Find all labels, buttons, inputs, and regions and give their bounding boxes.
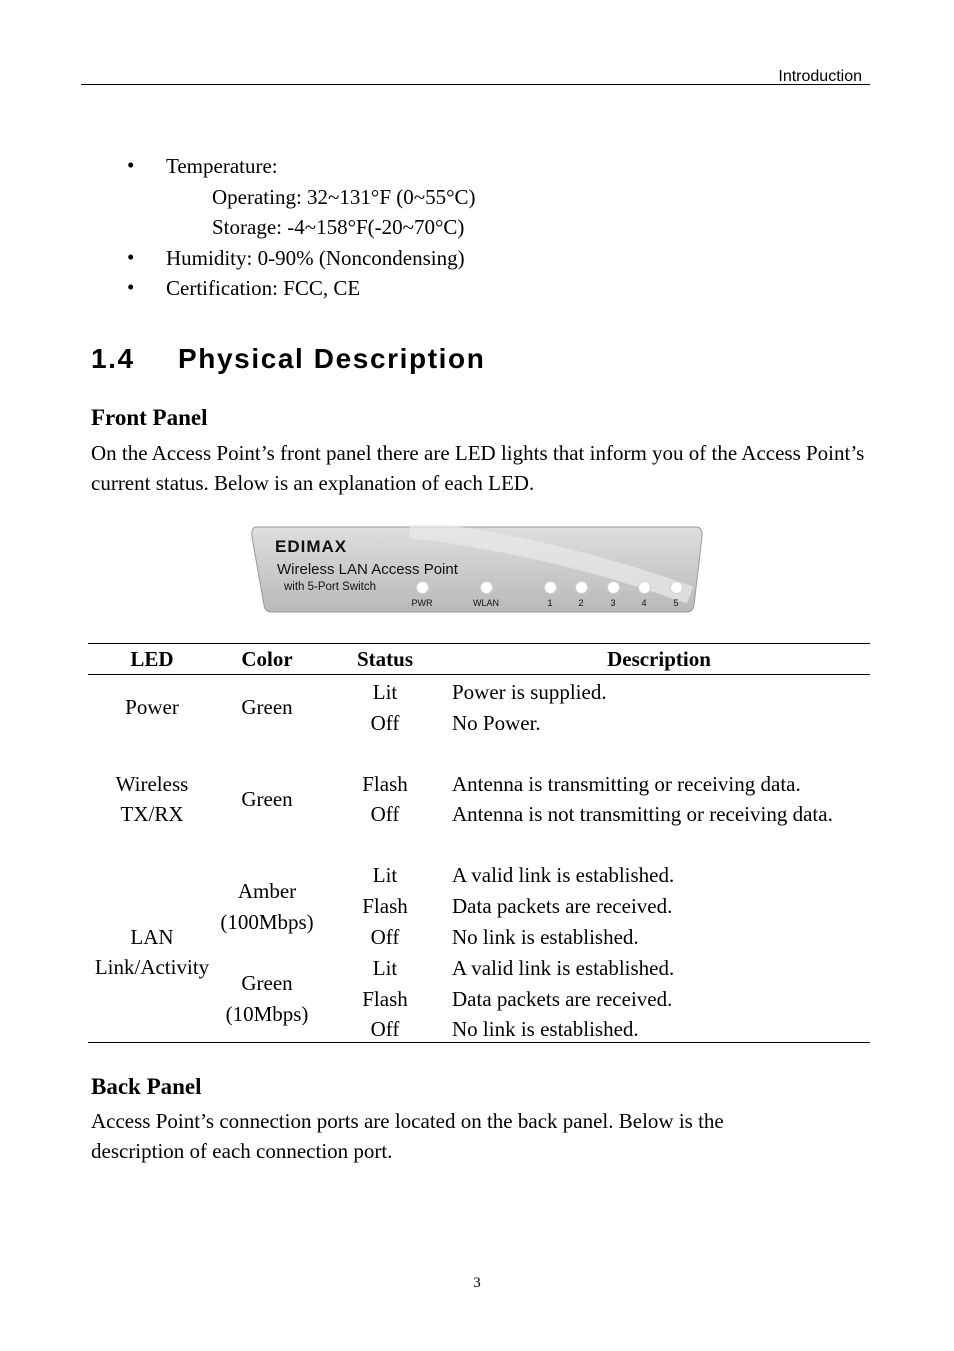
- desc-wireless-off: Antenna is not transmitting or receiving data.: [452, 802, 833, 826]
- status-lan-green-lit: Lit: [372, 956, 398, 980]
- desc-lan-amber-flash: Data packets are received.: [452, 894, 673, 918]
- desc-power-lit: Power is supplied.: [452, 680, 607, 704]
- section-title-text: Physical Description: [178, 343, 486, 374]
- led-label-5: 5: [673, 598, 679, 608]
- section-title: [91, 343, 485, 375]
- certification-text: Certification: FCC, CE: [166, 276, 361, 300]
- bullet-icon: •: [127, 275, 135, 299]
- device-title: Wireless LAN Access Point: [277, 561, 458, 578]
- status-lan-green-flash: Flash: [362, 987, 408, 1011]
- led-label-wlan: WLAN: [472, 598, 499, 608]
- status-power-off: Off: [370, 711, 400, 735]
- back-panel-intro: Access Point’s connection ports are located on the back panel. Below is the description of each connection port.: [91, 1109, 724, 1163]
- led-port-4-icon: [638, 581, 651, 594]
- front-panel-intro: On the Access Point’s front panel there are LED lights that inform you of the Access Point’s current status. Below is an explanation of each LED.: [91, 441, 865, 495]
- humidity-text: Humidity: 0-90% (Noncondensing): [166, 245, 465, 270]
- running-header: Introduction: [778, 68, 862, 85]
- led-label-1: 1: [547, 598, 553, 608]
- led-port-5-icon: [670, 581, 683, 594]
- desc-lan-green-flash: Data packets are received.: [452, 987, 673, 1011]
- status-lan-green-off: Off: [370, 1017, 400, 1041]
- desc-lan-green-off: No link is established.: [452, 1017, 639, 1041]
- desc-lan-green-lit: A valid link is established.: [452, 956, 675, 980]
- back-panel-heading: Back Panel: [91, 1074, 202, 1099]
- column-header-status: Status: [356, 647, 414, 671]
- color-lan-green-line2: (10Mbps): [225, 1002, 309, 1026]
- spec-list: [91, 151, 871, 304]
- status-wireless-flash: Flash: [362, 772, 408, 796]
- brand-logo: EDIMAX: [275, 537, 348, 556]
- list-item-temperature: [91, 151, 871, 182]
- column-header-color: Color: [241, 647, 293, 671]
- led-wireless-line2: TX/RX: [120, 802, 184, 826]
- list-item-operating: [91, 182, 871, 213]
- color-lan-amber-line2: (100Mbps): [220, 910, 314, 934]
- led-label-3: 3: [610, 598, 616, 608]
- desc-power-off: No Power.: [452, 711, 541, 735]
- header-rule: [81, 84, 870, 85]
- led-power: Power: [125, 695, 179, 719]
- desc-lan-amber-off: No link is established.: [452, 925, 639, 949]
- table-header-rule: [88, 674, 870, 675]
- bullet-icon: •: [127, 153, 135, 177]
- column-header-description: Description: [607, 647, 711, 671]
- temperature-label: Temperature:: [166, 154, 278, 178]
- table-top-rule: [88, 643, 870, 644]
- status-wireless-off: Off: [370, 802, 400, 826]
- led-label-4: 4: [641, 598, 647, 608]
- led-label-pwr: PWR: [411, 598, 433, 608]
- status-power-lit: Lit: [372, 680, 398, 704]
- list-item-humidity: [91, 243, 871, 274]
- desc-lan-amber-lit: A valid link is established.: [452, 863, 675, 887]
- color-lan-green-line1: Green: [241, 971, 293, 995]
- front-panel-image: [250, 525, 704, 613]
- page-number: 3: [473, 1275, 481, 1291]
- led-port-2-icon: [575, 581, 588, 594]
- list-item-certification: [91, 273, 871, 304]
- operating-temperature: Operating: 32~131°F (0~55°C): [212, 184, 476, 209]
- led-wlan-icon: [480, 581, 493, 594]
- color-power: Green: [241, 695, 293, 719]
- section-number: 1.4: [91, 343, 135, 374]
- led-wireless-line1: Wireless: [115, 772, 189, 796]
- device-subtitle: with 5-Port Switch: [284, 581, 377, 593]
- status-lan-amber-flash: Flash: [362, 894, 408, 918]
- led-pwr-icon: [416, 581, 429, 594]
- led-port-3-icon: [607, 581, 620, 594]
- column-header-led: LED: [130, 647, 174, 671]
- led-lan-line1: LAN: [130, 925, 174, 949]
- color-wireless: Green: [241, 787, 293, 811]
- status-lan-amber-off: Off: [370, 925, 400, 949]
- list-item-storage: [91, 212, 871, 243]
- status-lan-amber-lit: Lit: [372, 863, 398, 887]
- led-port-1-icon: [544, 581, 557, 594]
- led-lan-line2: Link/Activity: [94, 955, 210, 979]
- table-bottom-rule: [88, 1042, 870, 1043]
- desc-wireless-flash: Antenna is transmitting or receiving data.: [452, 772, 801, 796]
- color-lan-amber-line1: Amber: [237, 879, 297, 903]
- bullet-icon: •: [127, 244, 135, 269]
- storage-temperature: Storage: -4~158°F(-20~70°C): [212, 215, 465, 239]
- led-label-2: 2: [578, 598, 584, 608]
- front-panel-heading: Front Panel: [91, 405, 208, 430]
